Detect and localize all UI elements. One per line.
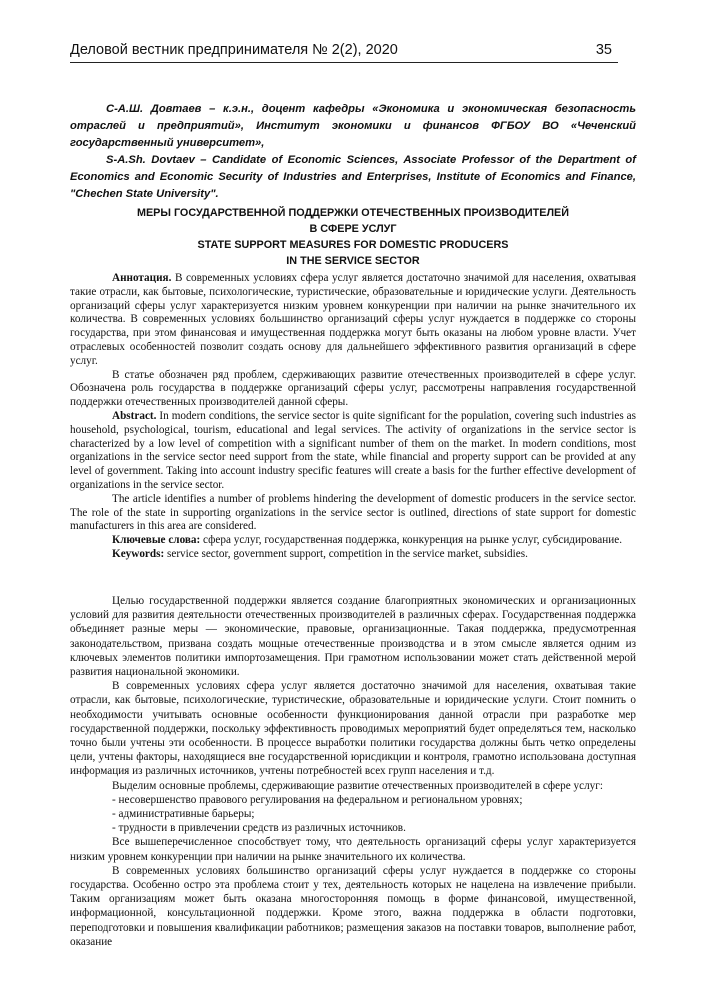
abstract-ru — [70, 272, 636, 369]
title-en-line-1: STATE SUPPORT MEASURES FOR DOMESTIC PRODUCERS — [197, 239, 509, 251]
body-paragraph-4: Все вышеперечисленное способствует тому, что деятельность организаций сферы услуг характеризуется низким уровнем конкуренции при наличии на рынке значительного их количества. — [70, 836, 636, 863]
body-paragraph-1: Целью государственной поддержки является создание благоприятных экономических и организационных условий для развития деятельности отечественных производителей в различных сферах. Государственная поддержка объединяет разные меры — экономические, правовые, организационные. Такая поддержка, предусмотренная законодательством, призвана создать мощные отечественные производства и в этом смысле является одним из ключевых элементов политики импортозамещения. При грамотном использовании может стать действенной мерой развития национальной экономики. — [70, 595, 636, 679]
abstract-ru-text: В современных условиях сфера услуг является достаточно значимой для населения, охватывая такие отрасли, как бытовые, психологические, туристические, образовательные и юридические услуги. Деятельность организаций сферы услуг характеризуется низким уровнем конкуренции при наличии на рынке значительного их количества. В современных условиях большинство организаций сферы услуг нуждается в поддержке со стороны государства, при этом финансовая и имущественная поддержка могут быть оказаны на любом уровне власти. Учет отраслевых особенностей позволит создать основу для дальнейшего эффективного развития организаций в сфере услуг. — [70, 272, 637, 367]
keywords-ru-label: Ключевые слова: — [112, 534, 201, 547]
body-paragraph-5: В современных условиях большинство организаций сферы услуг нуждается в поддержке со стороны государства. Особенно остро эта проблема стоит у тех, деятельность которых не нацелена на извлечение прибыли. Таким организациям может быть оказана многосторонняя помощь в форме финансовой, имущественной, информационной, консультационной поддержки. Кроме этого, важна поддержка в области подготовки, переподготовки и повышения квалификации работников; размещения заказов на поставки товаров, выполнение работ, оказание — [70, 864, 636, 948]
abstract-en-text: In modern conditions, the service sector is quite significant for the population, covering such industries as household, psychological, tourism, educational and legal services. The activity of organizations in the service sector is characterized by a low level of competition with a significant number of them on the market. In modern conditions, most organizations in the service sector need support from the state, while financial and property support can be provided at any level of government. Taking into account industry specific features will create a basis for the further effective development of organizations in the service sector. — [70, 409, 636, 491]
abstract-en-2: The article identifies a number of problems hindering the development of domestic producers in the service sector. The role of the state in supporting organizations in the service sector is outlined, directions of state support for domestic manufacturers in this area are considered. — [70, 492, 636, 533]
list-item-1: - несовершенство правового регулирования на федеральном и региональном уровнях; — [112, 793, 523, 806]
abstract-ru-2: В статье обозначен ряд проблем, сдерживающих развитие отечественных производителей в сфере услуг. Обозначена роль государства в поддержке организаций сферы услуг, рассмотрены направления государственной поддержки отечественных производителей данной сферы. — [70, 368, 636, 409]
title-ru-line-2: В СФЕРЕ УСЛУГ — [309, 223, 397, 235]
author-info-ru: С-А.Ш. Довтаев – к.э.н., доцент кафедры «Экономика и экономическая безопасность отраслей и предприятий», Институт экономики и финансов ФГБОУ ВО «Чеченский государственный университет», — [70, 103, 636, 149]
abstract-section — [70, 272, 636, 562]
article-title — [70, 205, 636, 269]
page-number: 35 — [595, 42, 612, 58]
list-item-2: - административные барьеры; — [112, 808, 255, 821]
keywords-en — [70, 548, 636, 562]
running-header — [70, 40, 618, 63]
keywords-en-label: Keywords: — [112, 547, 165, 560]
list-item-3: - трудности в привлечении средств из различных источников. — [112, 822, 406, 835]
author-info-en: S-A.Sh. Dovtaev – Candidate of Economic Sciences, Associate Professor of the Department of Economics and Economic Security of Industries and Enterprises, Institute of Economics and Finance, "Chechen State University". — [70, 154, 636, 200]
keywords-en-text: service sector, government support, competition in the service market, subsidies. — [167, 547, 528, 560]
title-en-line-2: IN THE SERVICE SECTOR — [286, 255, 420, 267]
title-ru-line-1: МЕРЫ ГОСУДАРСТВЕННОЙ ПОДДЕРЖКИ ОТЕЧЕСТВЕННЫХ ПРОИЗВОДИТЕЛЕЙ — [136, 207, 569, 219]
body-paragraph-3: Выделим основные проблемы, сдерживающие развитие отечественных производителей в сфере услуг: — [112, 779, 603, 792]
author-info — [70, 101, 636, 203]
abstract-en — [70, 410, 636, 493]
abstract-ru-label: Аннотация. — [112, 272, 172, 284]
keywords-ru — [70, 534, 636, 548]
body-paragraph-2: В современных условиях сфера услуг является достаточно значимой для населения, охватывая такие отрасли, как бытовые, психологические, туристические, образовательные и юридические услуги. Стоит помнить о необходимости учитывать основные особенности функционирования данной отрасли при разработке мер государственной поддержки, поскольку эффективность проводимых мероприятий будет определяться тем, насколько точно были учтены эти особенности. В процессе выработки политики государства должны быть четко определены цели, учтены факторы, находящиеся вне государственной юрисдикции и контроля, грамотно использована доступная информация из различных источников, учтены потребностей всех групп населения и т.д. — [70, 680, 636, 778]
keywords-ru-text: сфера услуг, государственная поддержка, конкуренция на рынке услуг, субсидирование. — [203, 534, 623, 547]
abstract-en-label: Abstract. — [112, 409, 157, 422]
article-body — [70, 594, 636, 949]
journal-title: Деловой вестник предпринимателя № 2(2), 2020 — [70, 42, 398, 58]
